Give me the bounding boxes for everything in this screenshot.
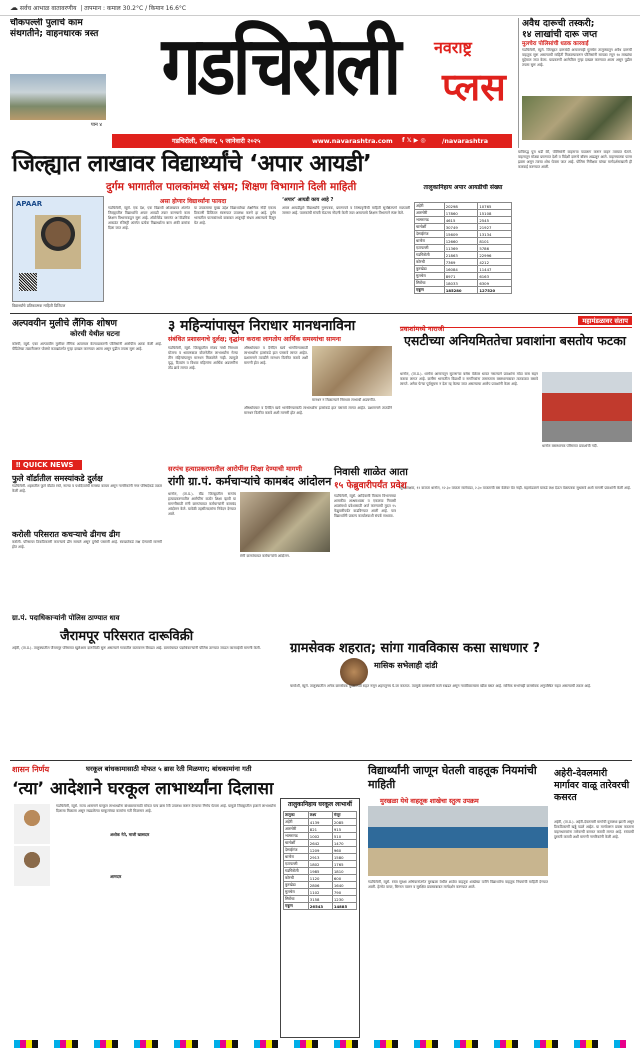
- pravasi-body: धानोरा, (ता.प्र.). धानोरा आगारातून सुटणाऱ्या बसेस वेळेवर धावत नसल्याने प्रवाशांना मोठा त्रास सहन करावा लागत आहे. ग्रामीण भागातील विद्यार्थी व नागरिकांना तासनतास बसस्थानकावर ताटकळत बसावे लागते. अनेक फेऱ्या पूर्वसूचना न देता रद्द केल्या जात असल्याचा आरोप प्रवाशांनी केला आहे.: [400, 372, 538, 386]
- apaar-table-cell: 17860: [444, 210, 478, 217]
- gharkul-table-row: [284, 889, 357, 896]
- mla-photo: [14, 846, 50, 886]
- apaar-table-cell: 6163: [478, 273, 512, 280]
- masthead-title: गडचिरोली: [161, 18, 399, 114]
- gharkul-table-row: [284, 819, 357, 826]
- apaar-table-cell: 18033: [444, 280, 478, 287]
- apaar-table-row: [415, 273, 512, 280]
- shasan-kicker: शासन निर्णय: [12, 765, 50, 774]
- maandhan-subhead: संबंधित प्रशासनाचे दुर्लक्ष; वृद्धांना करावा लागतोय आर्थिक समस्यांचा सामना: [168, 336, 341, 343]
- edition-date: गडचिरोली, रविवार, ५ जानेवारी २०२५: [172, 137, 261, 145]
- jaram-kicker: ग्रा.पं. पदाधिकाऱ्यांनी पोलिस ठाण्यात धाव: [12, 614, 120, 622]
- apaar-table-cell: 4615: [444, 217, 478, 224]
- gramsevak-photo: [340, 658, 368, 686]
- apaar-table-cell: 13134: [478, 231, 512, 238]
- gharkul-table-cell: 2085: [332, 819, 356, 826]
- shasan-body: गडचिरोली, ब्युरो. राज्य शासनाने घरकूल लाभार्थ्यांना बांधकामासाठी मोफत पाच ब्रास रेती उपलब्ध करून देण्याचा निर्णय घेतला आहे. यामुळे जिल्ह्यातील हजारो लाभार्थ्यांना दिलासा मिळाला असून रखडलेल्या घरकुलांच्या कामांना गती मिळणार आहे.: [56, 804, 276, 813]
- pravasi-body-2: सुरक्षारक्षक, १२ वाजता धानोरा, १२.३० वाजता मालेवाडा, २.३० वाजताची बस वेळेवर येत नाही. महामंडळाने याकडे लक्ष देऊन वेळापत्रक सुधारावे अशी मागणी प्रवाशांनी केली आहे.: [400, 486, 631, 490]
- gharkul-table-cell: चामोर्शी: [284, 840, 309, 847]
- gharkul-table-cell: सिरोंचा: [284, 896, 309, 903]
- bus-photo: [542, 372, 632, 442]
- alert-icon: ‼: [16, 461, 21, 469]
- gharkul-table-row: [284, 861, 357, 868]
- gharkul-table-cell: 1802: [308, 861, 332, 868]
- rangi-headline[interactable]: रांगी ग्रा.पं. कर्मचाऱ्यांचे कामबंद आंदोलन: [168, 475, 332, 488]
- apaar-caption: विद्यार्थ्यांचे प्रतिकात्मक माहिती डिजिटल: [12, 303, 66, 308]
- pravasi-kicker-left: प्रवाशांमध्ये नाराजी: [400, 325, 445, 333]
- masthead: [112, 18, 506, 114]
- bridge-photo: [10, 74, 106, 120]
- right-col-body: याविरुद्ध पुरा धडी की, पोलिसांनी वाहनाचा पाठलाग करून वाहन ताब्यात घेतले. वाहनातून मोठ्या प्रमाणात देशी व विदेशी दारूचे बॉक्स आढळून आले. वाहनचालक फरार झाला असून त्याचा शोध घेतला जात आहे. पोलिस निरीक्षक यांच्या मार्गदर्शनाखाली ही कारवाई करण्यात आली.: [518, 150, 632, 169]
- divider-2: [10, 760, 632, 761]
- gharkul-table-cell: मुलचेरा: [284, 889, 309, 896]
- quick-item2-body: करोली. परिसरात ठिकठिकाणी कचऱ्याचे ढीग साचले असून दुर्गंधी पसरली आहे. स्वच्छतेकडे लक्ष देण्याची मागणी होत आहे.: [12, 540, 162, 549]
- lead-subhead: दुर्गम भागातील पालकांमध्ये संभ्रम; शिक्षण विभागाने दिली माहिती: [106, 181, 357, 193]
- gharkul-table-cell: 26543: [308, 903, 332, 910]
- apaar-table-row: [415, 266, 512, 273]
- rangi-kicker: सरपंच हत्याप्रकरणातील आरोपींना शिक्षा देण्याची मागणी: [168, 465, 302, 473]
- gharkul-table-cell: 1120: [308, 875, 332, 882]
- gharkul-table-row: [284, 896, 357, 903]
- gharkul-table-cell: 1985: [308, 868, 332, 875]
- gharkul-table-cell: 960: [332, 847, 356, 854]
- gharkul-table-cell: धानोरा: [284, 854, 309, 861]
- maandhan-caption: मानधन न मिळाल्याने निराधार लाभार्थी अडचणीत.: [312, 398, 377, 402]
- gharkul-table-cell: 510: [332, 833, 356, 840]
- gharkul-table-head-1: लक्ष्य: [308, 812, 332, 819]
- apaar-table-cell: 21863: [444, 252, 478, 259]
- pravasi-kicker-right: महामंडळावर संताप: [578, 316, 632, 325]
- traffic-body: गडचिरोली, ब्युरो. रस्ता सुरक्षा अभियानांतर्गत मुरखळा येथील शाळेत वाहतूक शाखेच्या वतीने विद्यार्थ्यांना वाहतूक नियमांची माहिती देण्यात आली. हेल्मेट वापर, सिग्नल पालन व सुरक्षित प्रवासाबाबत मार्गदर्शन करण्यात आले.: [368, 880, 548, 889]
- gharkul-table-cell: 790: [332, 889, 356, 896]
- gharkul-table-cell: 3158: [308, 896, 332, 903]
- gharkul-table-row: [284, 854, 357, 861]
- apaar-table-cell: एटापल्ली: [415, 245, 445, 252]
- gharkul-table-cell: 1580: [332, 854, 356, 861]
- apaar-table-cell: 16084: [444, 266, 478, 273]
- gharkul-table-cell: 1470: [332, 840, 356, 847]
- gharkul-table-cell: 2806: [308, 882, 332, 889]
- gharkul-table-box: [280, 798, 360, 1038]
- abuse-headline[interactable]: अल्पवयीन मुलीचे लैंगिक शोषण: [12, 318, 118, 329]
- gharkul-table-cell: अहेरी: [284, 819, 309, 826]
- forecast-label: सर्वच आभाळ वातावरणीय: [19, 5, 77, 12]
- apaar-table-cell: 8971: [444, 273, 478, 280]
- minister-photo: [14, 804, 50, 844]
- apaar-table-cell: कुरखेडा: [415, 266, 445, 273]
- max-temp: कमाल 30.2°C: [106, 5, 144, 12]
- apaar-table-cell: गडचिरोली: [415, 252, 445, 259]
- benefits-title: असा होणार विद्यार्थ्यांना फायदा: [159, 198, 227, 205]
- pravasi-kicker-bar: [400, 316, 632, 333]
- shasan-headline[interactable]: ‘त्या’ आदेशाने घरकूल लाभार्थ्यांना दिलासा: [12, 779, 274, 799]
- rangi-caption: रांगी ग्रामपंचायत कर्मचाऱ्यांचे आंदोलन.: [240, 554, 290, 558]
- gharkul-table-cell: कुरखेडा: [284, 882, 309, 889]
- lead-headline[interactable]: जिल्ह्यात लाखावर विद्यार्थ्यांचे ‘अपार आयडी’: [12, 151, 372, 177]
- apaar-table-cell: 21927: [478, 224, 512, 231]
- gharkul-table-row: [284, 840, 357, 847]
- apaar-table-cell: धानोरा: [415, 238, 445, 245]
- weather-label: तापमान :: [84, 5, 105, 12]
- taluka-table-title: तालुकानिहाय अपार आयडीची संख्या: [423, 184, 503, 191]
- bus-photo-caption: धानोरा बसस्थानक परिसरात प्रवाशांची गर्दी.: [542, 444, 598, 448]
- gharkul-table-head-0: तालुका: [284, 812, 309, 819]
- apaar-table-cell: 7369: [444, 259, 478, 266]
- nivasi-headline[interactable]: निवासी शाळेत आता: [334, 467, 408, 478]
- apaar-table-cell: 5786: [478, 245, 512, 252]
- gharkul-table-cell: 600: [332, 875, 356, 882]
- gharkul-table-cell: 2913: [308, 854, 332, 861]
- pravasi-headline[interactable]: एसटीच्या अनियमिततेचा प्रवाशांना बसतोय फटका: [404, 333, 627, 348]
- liquor-body: गडचिरोली, ब्युरो. जिल्ह्यात दारूबंदी असतानाही मुलचेरा तालुक्यातून अवैध दारूची वाहतूक सुरू असल्याची माहिती मिळाल्यावरून पोलिसांनी सापळा रचून १४ लाखांचा मुद्देमाल जप्त केला. याप्रकरणी आरोपींवर गुन्हा दाखल करण्यात आला असून पुढील तपास सुरू आहे.: [522, 48, 632, 67]
- gramsevak-body: चामोर्शी, ब्युरो. तालुक्यातील अनेक ग्रामसेवक मुख्यालयी राहत नसून शहरातूनच ये-जा करतात. त्यामुळे ग्रामस्थांची कामे रखडत असून गावविकासाला खीळ बसत आहे. मासिक सभांनाही ग्रामसेवक अनुपस्थित राहत असल्याची तक्रार आहे.: [290, 684, 592, 688]
- liquor-story[interactable]: [518, 18, 632, 148]
- gharkul-table-cell: आरमोरी: [284, 826, 309, 833]
- rangi-body: धानोरा, (ता.प्र.). बीड जिल्ह्यातील सरपंच हत्याप्रकरणातील आरोपींना कठोर शिक्षा व्हावी या मागणीसाठी रांगी ग्रामपंचायत कर्मचाऱ्यांनी कामबंद आंदोलन केले. यावेळी तहसीलदारांना निवेदन देण्यात आले.: [168, 492, 236, 516]
- gharkul-table-cell: 1765: [332, 861, 356, 868]
- apaar-table-cell: 30749: [444, 224, 478, 231]
- apaar-table-cell: 20298: [444, 203, 478, 210]
- jaram-headline[interactable]: जैरामपूर परिसरात दारूविक्री: [60, 629, 194, 644]
- gharkul-table-cell: एकूण: [284, 903, 309, 910]
- apaar-table-cell: 127520: [478, 287, 512, 294]
- gharkul-table-cell: 1230: [332, 896, 356, 903]
- dateline-bar: [112, 134, 512, 148]
- traffic-headline[interactable]: विद्यार्थ्यांनी जाणून घेतली वाहतूक नियमांची माहिती: [368, 764, 537, 791]
- nivasi-body: गडचिरोली, ब्युरो. आदिवासी विकास विभागाच्या शासकीय आश्रमशाळा व एकलव्य निवासी शाळांमध्ये प्रवेशासाठी अर्ज करण्याची मुदत १५ फेब्रुवारीपर्यंत वाढविण्यात आली आहे. पात्र विद्यार्थ्यांनी प्रकल्प कार्यालयाशी संपर्क साधावा.: [334, 494, 396, 518]
- gharkul-table-title: तालुकानिहाय घरकूल लाभार्थी: [288, 801, 352, 808]
- aheri-headline[interactable]: अहेरी-देवलमारी मार्गावर वाळू तारेवरची कसरत: [554, 768, 630, 803]
- apaar-table-row: [415, 210, 512, 217]
- apaar-table-row: [415, 217, 512, 224]
- apaar-table-cell: 8101: [478, 238, 512, 245]
- lead-body-3: अपार आयडीद्वारे विद्यार्थ्यांचे गुणपत्रक, प्रमाणपत्रे व शिष्यवृत्तीची माहिती सुरक्षितपणे साठवली जाणार आहे. पालकांची संमती घेऊनच नोंदणी केली जात असल्याचे शिक्षण विभागाने स्पष्ट केले.: [282, 206, 410, 215]
- maandhan-body-1: गडचिरोली, ब्युरो. जिल्ह्यातील संजय गांधी निराधार योजना व श्रावणबाळ योजनेतील लाभार्थ्यांना गेल्या तीन महिन्यांपासून मानधन मिळालेले नाही. त्यामुळे वृद्ध, दिव्यांग व विधवा महिलांना आर्थिक अडचणींना तोंड द्यावे लागत आहे.: [168, 346, 238, 370]
- traffic-subhead: मुरखळा येथे वाहतूक शाखेचा स्तुत्य उपक्रम: [380, 797, 479, 805]
- gharkul-table-row: [284, 868, 357, 875]
- apaar-table-cell: कोरची: [415, 259, 445, 266]
- gharkul-table-cell: 915: [332, 826, 356, 833]
- abuse-body: कोरची, ब्युरो. एका अल्पवयीन मुलीवर लैंगिक अत्याचार केल्याप्रकरणी पोलिसांनी आरोपीस अटक केली आहे. पीडितेच्या तक्रारीवरून पोक्सो कायद्यांतर्गत गुन्हा दाखल करण्यात आला असून पुढील तपास सुरू आहे.: [12, 342, 162, 351]
- min-temp: किमान 16.6°C: [149, 5, 187, 12]
- apaar-table-row: [415, 203, 512, 210]
- divider: [10, 313, 632, 314]
- page-ref: पान ४: [90, 122, 102, 128]
- gharkul-table-row: [284, 882, 357, 889]
- gharkul-table-head-2: मंजूर: [332, 812, 356, 819]
- nivasi-headline-2: १५ फेब्रुवारीपर्यंत प्रवेश: [334, 481, 407, 491]
- gharkul-table-row: [284, 875, 357, 882]
- taluka-table-grid: [414, 202, 512, 294]
- gharkul-table-row: [284, 826, 357, 833]
- apaar-table-cell: 11447: [478, 266, 512, 273]
- maandhan-headline[interactable]: ३ महिन्यांपासून निराधार मानधनाविना: [168, 318, 356, 334]
- apaar-table-cell: 15108: [478, 210, 512, 217]
- lead-body-2: या उपक्रमाचा मुख्य उद्देश विद्यार्थ्यांच्या शैक्षणिक नोंदी एकाच ठिकाणी डिजिटल स्वरूपात उपलब्ध करणे हा आहे. दुर्गम भागातील पालकांमध्ये याबाबत अजूनही संभ्रम असल्याचे दिसून येत आहे.: [194, 206, 276, 225]
- quick-item1-title[interactable]: फुले वॉर्डातील समस्यांकडे दुर्लक्ष: [12, 474, 103, 483]
- apaar-table-cell: 4212: [478, 259, 512, 266]
- apaar-table-cell: 2545: [478, 217, 512, 224]
- website-link[interactable]: www.navarashtra.com: [312, 137, 393, 145]
- liquor-headline-2: १४ लाखांची दारू जप्त: [522, 29, 598, 40]
- aheri-body: अहेरी, (ता.प्र.). अहेरी-देवलमारी मार्गाची दुरवस्था झाली असून ठिकठिकाणी खड्डे पडले आहेत. या मार्गावरून प्रवास करताना वाहनधारकांना तारेवरची कसरत करावी लागत आहे. रस्त्याची दुरुस्ती करावी अशी मागणी नागरिकांनी केली आहे.: [554, 820, 634, 839]
- apaar-table-cell: अहेरी: [415, 203, 445, 210]
- side-teaser[interactable]: [10, 18, 106, 128]
- jaram-body: अहेरी, (ता.प्र.). तालुक्यातील जैरामपूर परिसरात खुलेआम दारूविक्री सुरू असल्याने गावातील वातावरण बिघडत आहे. ग्रामपंचायत पदाधिकाऱ्यांनी पोलिस ठाण्यात जाऊन कारवाईची मागणी केली.: [12, 646, 261, 650]
- brand-plus: प्लस: [442, 65, 506, 109]
- apaar-table-row: [415, 245, 512, 252]
- maandhan-body-2: औषधोपचार व दैनंदिन खर्च भागविण्यासाठी लाभार्थ्यांना इतरांकडे हात पसरावे लागत आहेत. प्रशासनाने तातडीने मानधन वितरित करावे अशी मागणी होत आहे.: [244, 346, 308, 365]
- traffic-photo: [368, 806, 548, 876]
- apaar-title: ‘अपार’ आयडी काय आहे ?: [282, 197, 334, 203]
- gharkul-table-grid: [283, 811, 357, 910]
- gharkul-table-cell: 1810: [332, 868, 356, 875]
- gharkul-table-cell: भामरागड: [284, 833, 309, 840]
- apaar-table-cell: चामोर्शी: [415, 224, 445, 231]
- apaar-table-cell: 22996: [478, 252, 512, 259]
- apaar-table-cell: देसाईगंज: [415, 231, 445, 238]
- gramsevak-headline[interactable]: ग्रामसेवक शहरात; सांगा गावविकास कसा साधणार ?: [290, 641, 541, 656]
- apaar-table-row: [415, 259, 512, 266]
- weather-icon: ☁: [10, 3, 18, 12]
- brand-name: नवराष्ट्र: [434, 38, 472, 57]
- apaar-table-cell: एकूण: [415, 287, 445, 294]
- apaar-table-cell: 6309: [478, 280, 512, 287]
- gharkul-table-cell: 1209: [308, 847, 332, 854]
- social-icons[interactable]: f 𝕏 ▶ ◎: [402, 137, 426, 144]
- abuse-subhead: कोरची येथील घटना: [70, 330, 120, 338]
- taluka-apaar-table: [414, 184, 512, 312]
- apaar-table-row: [415, 280, 512, 287]
- apaar-table-cell: 11369: [444, 245, 478, 252]
- apaar-table-row: [415, 224, 512, 231]
- color-registration-bar: [14, 1040, 626, 1048]
- apaar-table-row: [415, 287, 512, 294]
- gharkul-table-cell: 1002: [308, 833, 332, 840]
- gharkul-table-cell: 2642: [308, 840, 332, 847]
- gharkul-table-cell: 821: [308, 826, 332, 833]
- rangi-photo: [240, 492, 330, 552]
- maandhan-body-3: औषधोपचार व दैनंदिन खर्च भागविण्यासाठी लाभार्थ्यांना इतरांकडे हात पसरावे लागत आहेत. प्रशासनाने तातडीने मानधन वितरित करावे अशी मागणी होत आहे.: [244, 406, 392, 415]
- quick-news-label: QUICK NEWS: [22, 461, 74, 469]
- gharkul-table-cell: 1102: [308, 889, 332, 896]
- student-photo: [35, 215, 81, 269]
- apaar-table-cell: मुलचेरा: [415, 273, 445, 280]
- gharkul-table-cell: 4139: [308, 819, 332, 826]
- apaar-table-cell: 10765: [478, 203, 512, 210]
- qr-code-icon: [19, 273, 37, 291]
- quick-item1-body: गडचिरोली. शहरातील फुले वॉर्डात रस्ते, नाल्या व पथदिव्यांची समस्या कायम असून नागरिकांनी नगर परिषदेकडे तक्रार केली आहे.: [12, 484, 162, 493]
- gharkul-table-row: [284, 903, 357, 910]
- gharkul-table-cell: देसाईगंज: [284, 847, 309, 854]
- social-handle[interactable]: /navarashtra: [442, 137, 489, 145]
- side-teaser-headline: चौकपल्ली पुलाचे काम संथगतीने; वाहनधारक त्रस्त: [10, 18, 99, 39]
- apaar-table-row: [415, 231, 512, 238]
- gharkul-table-cell: 1640: [332, 882, 356, 889]
- gharkul-table-cell: एटापल्ली: [284, 861, 309, 868]
- maandhan-photo: [312, 346, 392, 396]
- apaar-table-cell: 15609: [444, 231, 478, 238]
- gharkul-table-cell: 14885: [332, 903, 356, 910]
- quick-news-tag: [12, 460, 82, 470]
- lead-body-1: गडचिरोली, ब्युरो. एक देश, एक विद्यार्थी ओळखपत्र अंतर्गत जिल्ह्यातील विद्यार्थ्यांचे अपार आयडी तयार करण्याचे काम शिक्षण विभागाकडून सुरू आहे. ऑटोमेटेड परमनंट अॅकॅडमिक अकाउंट रजिस्ट्री अंतर्गत प्रत्येक विद्यार्थ्याला बारा अंकी क्रमांक दिला जात आहे.: [108, 206, 190, 230]
- liquor-headline-1: अवैध दारूची तस्करी;: [522, 18, 595, 29]
- gharkul-table-cell: गडचिरोली: [284, 868, 309, 875]
- apaar-table-cell: 12660: [444, 238, 478, 245]
- apaar-table-row: [415, 252, 512, 259]
- apaar-table-row: [415, 238, 512, 245]
- apaar-card-image: [12, 196, 104, 302]
- quick-item2-title[interactable]: करोली परिसरात कचऱ्याचे ढीगच ढीग: [12, 530, 121, 539]
- apaar-table-cell: भामरागड: [415, 217, 445, 224]
- gharkul-table-cell: कोरची: [284, 875, 309, 882]
- apaar-table-cell: सिरोंचा: [415, 280, 445, 287]
- quick-news-box: [12, 460, 162, 612]
- gharkul-table-row: [284, 847, 357, 854]
- apaar-table-cell: 185280: [444, 287, 478, 294]
- liquor-photo: [522, 96, 632, 140]
- liquor-subhead: मुलचेरा पोलिसांची धडक कारवाई: [522, 41, 589, 47]
- apaar-table-cell: आरमोरी: [415, 210, 445, 217]
- apaar-card-label: APAAR: [16, 200, 43, 208]
- quote-name-2: आमदार: [110, 874, 122, 879]
- gharkul-table-row: [284, 833, 357, 840]
- shasan-strap: घरकूल बांधकामासाठी मोफत ५ ब्रास रेती मिळणार; बांधकामांना गती: [86, 765, 252, 773]
- top-strip: ☁ सर्वच आभाळ वातावरणीय | तापमान : कमाल 30.2°C / किमान 16.6°C: [0, 0, 640, 16]
- meeting-title: मासिक सभेलाही दांडी: [374, 661, 438, 670]
- quote-name-1: अशोक नेते, माजी खासदार: [110, 832, 150, 837]
